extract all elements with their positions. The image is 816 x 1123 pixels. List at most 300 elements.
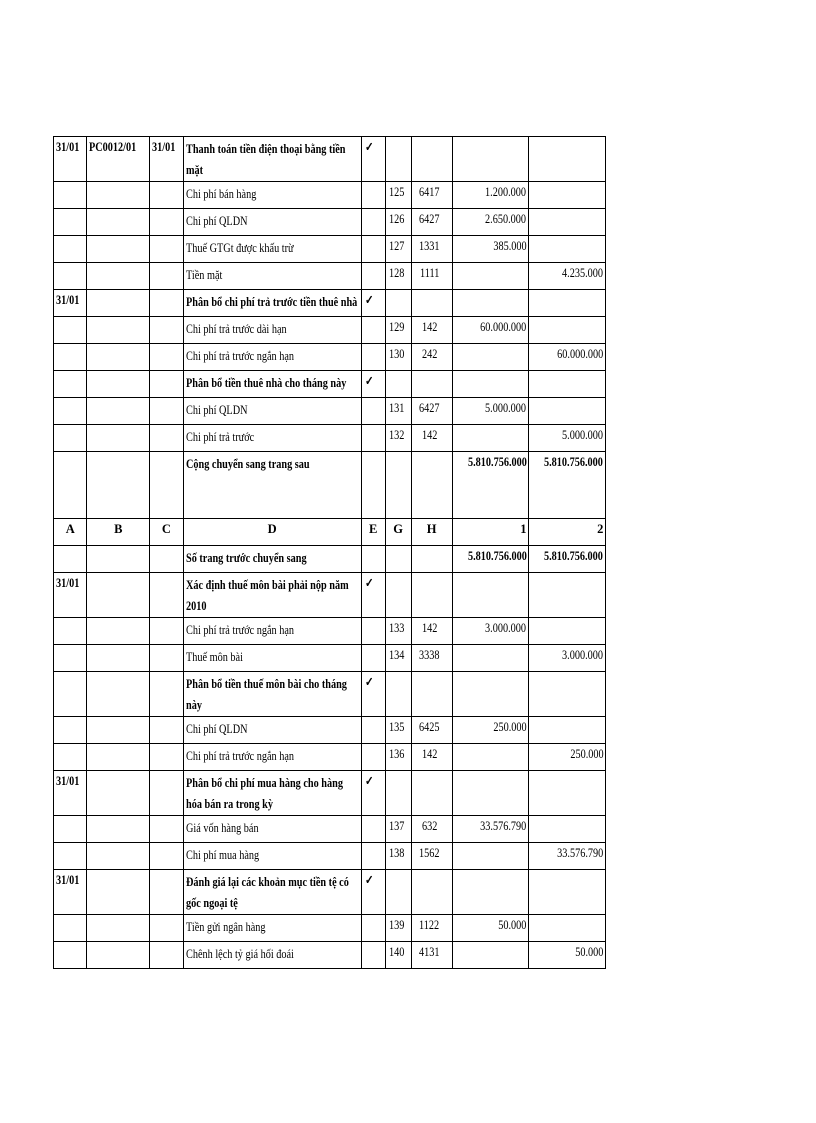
voucher-date-cell <box>150 452 183 519</box>
posted-check-cell <box>361 672 385 717</box>
voucher-date-cell <box>150 182 183 209</box>
posted-check-cell <box>361 843 385 870</box>
credit-amount-text: 2 <box>597 522 604 536</box>
posted-check-cell <box>361 618 385 645</box>
debit-amount-text: 5.000.000 <box>485 401 527 415</box>
account-code-text: 632 <box>422 819 438 833</box>
debit-amount-cell <box>452 546 529 573</box>
table-row <box>54 717 606 744</box>
description-text: Chi phí trả trước ngắn hạn <box>185 623 294 637</box>
credit-amount-cell <box>529 398 606 425</box>
debit-amount-cell <box>452 344 529 371</box>
description-text: Chi phí trả trước ngắn hạn <box>185 349 294 363</box>
credit-amount-text: 5.810.756.000 <box>544 455 604 469</box>
account-code-cell <box>411 236 452 263</box>
posted-check-cell <box>361 870 385 915</box>
date-text: 31/01 <box>56 873 80 887</box>
debit-amount-cell <box>452 182 529 209</box>
description-text: Chi phí trả trước ngắn hạn <box>185 749 294 763</box>
account-code-cell <box>411 816 452 843</box>
debit-amount-text: 60.000.000 <box>480 320 527 334</box>
voucher-date-cell <box>150 344 183 371</box>
voucher-number-cell <box>87 371 150 398</box>
description-cell <box>183 263 361 290</box>
posted-check-cell <box>361 344 385 371</box>
date-text: 31/01 <box>56 293 80 307</box>
account-code-text: 242 <box>422 347 438 361</box>
description-cell <box>183 618 361 645</box>
voucher-date-cell <box>150 573 183 618</box>
account-code-cell <box>411 344 452 371</box>
table-row <box>54 209 606 236</box>
voucher-number-cell <box>87 744 150 771</box>
line-number-cell <box>385 645 411 672</box>
line-number-cell <box>385 317 411 344</box>
account-code-cell <box>411 398 452 425</box>
debit-amount-text: 5.810.756.000 <box>467 549 527 563</box>
description-cell <box>183 717 361 744</box>
posted-check-cell <box>361 209 385 236</box>
voucher-date-cell <box>150 717 183 744</box>
table-row <box>54 425 606 452</box>
description-cell <box>183 209 361 236</box>
account-code-cell <box>411 209 452 236</box>
voucher-number-cell <box>87 618 150 645</box>
credit-amount-cell <box>529 573 606 618</box>
description-cell <box>183 452 361 519</box>
account-code-cell <box>411 942 452 969</box>
credit-amount-cell <box>529 137 606 182</box>
voucher-number-cell <box>87 816 150 843</box>
date-cell <box>54 317 87 344</box>
voucher-number-cell <box>87 290 150 317</box>
table-row <box>54 398 606 425</box>
description-text: Cộng chuyển sang trang sau <box>185 457 310 471</box>
description-cell <box>183 915 361 942</box>
posted-check-cell <box>361 771 385 816</box>
debit-amount-text: 2.650.000 <box>485 212 527 226</box>
posted-check-text: ✓ <box>364 293 374 307</box>
description-text: Xác định thuế môn bài phải nộp năm 2010 <box>185 578 349 613</box>
description-cell <box>183 744 361 771</box>
credit-amount-text: 3.000.000 <box>562 648 604 662</box>
credit-amount-cell <box>529 816 606 843</box>
credit-amount-cell <box>529 942 606 969</box>
credit-amount-cell <box>529 290 606 317</box>
description-text: Phân bổ tiền thuế môn bài cho tháng này <box>185 677 347 712</box>
account-code-text: 4131 <box>419 945 440 959</box>
date-cell <box>54 843 87 870</box>
date-text: 31/01 <box>56 140 80 154</box>
line-number-cell <box>385 519 411 546</box>
table-row <box>54 182 606 209</box>
voucher-date-cell <box>150 209 183 236</box>
debit-amount-cell <box>452 843 529 870</box>
account-code-text: 142 <box>422 320 438 334</box>
line-number-text: 139 <box>388 918 405 932</box>
voucher-number-cell <box>87 546 150 573</box>
description-text: Thuế môn bài <box>185 650 243 664</box>
debit-amount-cell <box>452 398 529 425</box>
account-code-cell <box>411 263 452 290</box>
line-number-text: 135 <box>388 720 405 734</box>
posted-check-text: E <box>368 522 378 536</box>
posted-check-text: ✓ <box>364 576 374 590</box>
voucher-number-cell <box>87 942 150 969</box>
description-cell <box>183 645 361 672</box>
line-number-cell <box>385 236 411 263</box>
voucher-date-cell <box>150 236 183 263</box>
date-cell <box>54 182 87 209</box>
voucher-date-cell <box>150 870 183 915</box>
debit-amount-cell <box>452 263 529 290</box>
voucher-date-cell <box>150 771 183 816</box>
voucher-date-cell <box>150 915 183 942</box>
table-row <box>54 744 606 771</box>
line-number-cell <box>385 398 411 425</box>
posted-check-text: ✓ <box>364 140 374 154</box>
credit-amount-cell <box>529 546 606 573</box>
credit-amount-text: 60.000.000 <box>557 347 604 361</box>
debit-amount-cell <box>452 425 529 452</box>
account-code-cell <box>411 546 452 573</box>
account-code-cell <box>411 317 452 344</box>
description-cell <box>183 236 361 263</box>
posted-check-cell <box>361 236 385 263</box>
date-cell <box>54 717 87 744</box>
debit-amount-text: 1 <box>520 522 527 536</box>
voucher-number-text: PC0012/01 <box>89 140 137 154</box>
line-number-cell <box>385 371 411 398</box>
line-number-text: G <box>393 522 403 536</box>
account-code-text: 6425 <box>419 720 440 734</box>
line-number-cell <box>385 263 411 290</box>
description-text: Phân bổ chi phí mua hàng cho hàng hóa bán ra trong kỳ <box>185 776 343 811</box>
table-row <box>54 236 606 263</box>
date-cell <box>54 744 87 771</box>
date-cell <box>54 398 87 425</box>
line-number-cell <box>385 744 411 771</box>
posted-check-cell <box>361 717 385 744</box>
date-cell <box>54 618 87 645</box>
description-cell <box>183 182 361 209</box>
date-cell <box>54 645 87 672</box>
account-code-text: 3338 <box>419 648 440 662</box>
posted-check-cell <box>361 573 385 618</box>
line-number-cell <box>385 209 411 236</box>
posted-check-text: ✓ <box>364 374 374 388</box>
debit-amount-cell <box>452 573 529 618</box>
description-text: Chi phí mua hàng <box>185 848 259 862</box>
description-text: D <box>267 522 277 536</box>
account-code-cell <box>411 645 452 672</box>
account-code-text: 142 <box>422 747 438 761</box>
description-cell <box>183 546 361 573</box>
voucher-number-cell <box>87 344 150 371</box>
credit-amount-cell <box>529 915 606 942</box>
description-text: Tiền mặt <box>185 268 222 282</box>
posted-check-cell <box>361 263 385 290</box>
description-text: Chi phí QLDN <box>185 214 248 228</box>
table-row <box>54 290 606 317</box>
debit-amount-cell <box>452 618 529 645</box>
posted-check-cell <box>361 182 385 209</box>
voucher-number-cell <box>87 182 150 209</box>
voucher-number-cell <box>87 870 150 915</box>
line-number-text: 133 <box>388 621 405 635</box>
date-cell <box>54 915 87 942</box>
table-row <box>54 816 606 843</box>
account-code-cell <box>411 425 452 452</box>
description-text: Số trang trước chuyển sang <box>185 551 307 565</box>
posted-check-cell <box>361 915 385 942</box>
account-code-cell <box>411 618 452 645</box>
credit-amount-cell <box>529 317 606 344</box>
account-code-cell <box>411 717 452 744</box>
account-code-text: 6427 <box>419 212 440 226</box>
account-code-cell <box>411 371 452 398</box>
posted-check-cell <box>361 744 385 771</box>
account-code-cell <box>411 771 452 816</box>
debit-amount-cell <box>452 915 529 942</box>
line-number-text: 132 <box>388 428 405 442</box>
debit-amount-text: 5.810.756.000 <box>467 455 527 469</box>
posted-check-cell <box>361 137 385 182</box>
debit-amount-text: 250.000 <box>493 720 527 734</box>
description-cell <box>183 519 361 546</box>
description-text: Chi phí bán hàng <box>185 187 256 201</box>
date-text: 31/01 <box>56 774 80 788</box>
posted-check-text: ✓ <box>364 873 374 887</box>
debit-amount-cell <box>452 137 529 182</box>
voucher-date-cell <box>150 816 183 843</box>
posted-check-cell <box>361 290 385 317</box>
table-row <box>54 573 606 618</box>
credit-amount-cell <box>529 744 606 771</box>
table-row <box>54 771 606 816</box>
table-row <box>54 942 606 969</box>
voucher-date-text: 31/01 <box>152 140 176 154</box>
voucher-date-text: C <box>161 522 171 536</box>
credit-amount-cell <box>529 371 606 398</box>
date-cell <box>54 371 87 398</box>
description-cell <box>183 870 361 915</box>
line-number-cell <box>385 137 411 182</box>
line-number-cell <box>385 816 411 843</box>
voucher-number-cell <box>87 717 150 744</box>
voucher-date-cell <box>150 398 183 425</box>
line-number-text: 131 <box>388 401 405 415</box>
account-code-text: 1111 <box>419 266 440 280</box>
table-row <box>54 546 606 573</box>
account-code-cell <box>411 744 452 771</box>
table-row <box>54 870 606 915</box>
debit-amount-cell <box>452 519 529 546</box>
voucher-number-text: B <box>114 522 123 536</box>
date-cell <box>54 942 87 969</box>
description-cell <box>183 573 361 618</box>
table-row <box>54 645 606 672</box>
debit-amount-cell <box>452 771 529 816</box>
description-cell <box>183 137 361 182</box>
line-number-text: 126 <box>388 212 405 226</box>
line-number-cell <box>385 546 411 573</box>
description-cell <box>183 398 361 425</box>
date-cell <box>54 344 87 371</box>
voucher-date-cell <box>150 672 183 717</box>
date-cell <box>54 137 87 182</box>
description-text: Chi phí QLDN <box>185 722 248 736</box>
credit-amount-cell <box>529 645 606 672</box>
date-cell <box>54 236 87 263</box>
description-cell <box>183 942 361 969</box>
line-number-text: 127 <box>388 239 405 253</box>
account-code-text: 1562 <box>419 846 440 860</box>
debit-amount-cell <box>452 870 529 915</box>
debit-amount-text: 33.576.790 <box>480 819 527 833</box>
line-number-text: 138 <box>388 846 405 860</box>
debit-amount-cell <box>452 371 529 398</box>
credit-amount-cell <box>529 344 606 371</box>
debit-amount-cell <box>452 744 529 771</box>
description-text: Chi phí QLDN <box>185 403 248 417</box>
posted-check-cell <box>361 452 385 519</box>
voucher-number-cell <box>87 137 150 182</box>
line-number-text: 134 <box>388 648 405 662</box>
description-cell <box>183 425 361 452</box>
description-text: Chi phí trả trước <box>185 430 254 444</box>
credit-amount-cell <box>529 843 606 870</box>
voucher-number-cell <box>87 672 150 717</box>
table-row <box>54 618 606 645</box>
description-text: Đánh giá lại các khoản mục tiền tệ có gốc ngoại tệ <box>185 875 349 910</box>
debit-amount-cell <box>452 236 529 263</box>
line-number-text: 128 <box>388 266 405 280</box>
account-code-cell <box>411 843 452 870</box>
date-text: 31/01 <box>56 576 80 590</box>
line-number-cell <box>385 452 411 519</box>
voucher-date-cell <box>150 942 183 969</box>
voucher-number-cell <box>87 915 150 942</box>
credit-amount-cell <box>529 209 606 236</box>
line-number-text: 125 <box>388 185 405 199</box>
line-number-text: 140 <box>388 945 405 959</box>
line-number-cell <box>385 182 411 209</box>
account-code-cell <box>411 672 452 717</box>
credit-amount-text: 50.000 <box>575 945 604 959</box>
credit-amount-cell <box>529 771 606 816</box>
credit-amount-text: 33.576.790 <box>557 846 604 860</box>
line-number-cell <box>385 672 411 717</box>
account-code-text: 1331 <box>419 239 440 253</box>
voucher-date-cell <box>150 263 183 290</box>
table-row <box>54 344 606 371</box>
posted-check-cell <box>361 317 385 344</box>
line-number-cell <box>385 843 411 870</box>
line-number-text: 130 <box>388 347 405 361</box>
date-cell <box>54 290 87 317</box>
date-cell <box>54 816 87 843</box>
description-text: Tiền gửi ngân hàng <box>185 920 266 934</box>
voucher-number-cell <box>87 317 150 344</box>
account-code-cell <box>411 519 452 546</box>
credit-amount-cell <box>529 717 606 744</box>
account-code-text: 1122 <box>419 918 440 932</box>
posted-check-cell <box>361 546 385 573</box>
debit-amount-cell <box>452 290 529 317</box>
voucher-number-cell <box>87 398 150 425</box>
account-code-text: 6427 <box>419 401 440 415</box>
posted-check-cell <box>361 371 385 398</box>
table-row <box>54 843 606 870</box>
line-number-cell <box>385 425 411 452</box>
date-cell <box>54 870 87 915</box>
posted-check-cell <box>361 398 385 425</box>
description-text: Giá vốn hàng bán <box>185 821 259 835</box>
credit-amount-cell <box>529 452 606 519</box>
account-code-cell <box>411 915 452 942</box>
debit-amount-text: 385.000 <box>493 239 527 253</box>
posted-check-text: ✓ <box>364 675 374 689</box>
column-header-row <box>54 519 606 546</box>
date-cell <box>54 425 87 452</box>
voucher-date-cell <box>150 519 183 546</box>
line-number-cell <box>385 290 411 317</box>
voucher-number-cell <box>87 771 150 816</box>
voucher-number-cell <box>87 425 150 452</box>
account-code-cell <box>411 182 452 209</box>
debit-amount-cell <box>452 942 529 969</box>
date-text: A <box>65 522 75 536</box>
line-number-text: 136 <box>388 747 405 761</box>
account-code-cell <box>411 290 452 317</box>
description-cell <box>183 672 361 717</box>
journal-table <box>53 136 606 969</box>
voucher-number-cell <box>87 236 150 263</box>
voucher-date-cell <box>150 290 183 317</box>
voucher-date-cell <box>150 425 183 452</box>
description-cell <box>183 816 361 843</box>
credit-amount-text: 5.810.756.000 <box>544 549 604 563</box>
voucher-number-cell <box>87 452 150 519</box>
voucher-number-cell <box>87 843 150 870</box>
debit-amount-cell <box>452 672 529 717</box>
account-code-text: 6417 <box>419 185 440 199</box>
credit-amount-cell <box>529 672 606 717</box>
date-cell <box>54 546 87 573</box>
table-row <box>54 915 606 942</box>
posted-check-text: ✓ <box>364 774 374 788</box>
line-number-cell <box>385 870 411 915</box>
credit-amount-cell <box>529 519 606 546</box>
voucher-date-cell <box>150 618 183 645</box>
credit-amount-cell <box>529 425 606 452</box>
date-cell <box>54 263 87 290</box>
voucher-number-cell <box>87 519 150 546</box>
description-text: Chi phí trả trước dài hạn <box>185 322 287 336</box>
table-row <box>54 452 606 519</box>
date-cell <box>54 771 87 816</box>
account-code-cell <box>411 452 452 519</box>
debit-amount-cell <box>452 645 529 672</box>
voucher-number-cell <box>87 209 150 236</box>
table-row <box>54 137 606 182</box>
description-text: Chênh lệch tỷ giá hối đoái <box>185 947 294 961</box>
description-cell <box>183 344 361 371</box>
table-row <box>54 263 606 290</box>
voucher-date-cell <box>150 744 183 771</box>
description-text: Thuế GTGt được khấu trừ <box>185 241 294 255</box>
